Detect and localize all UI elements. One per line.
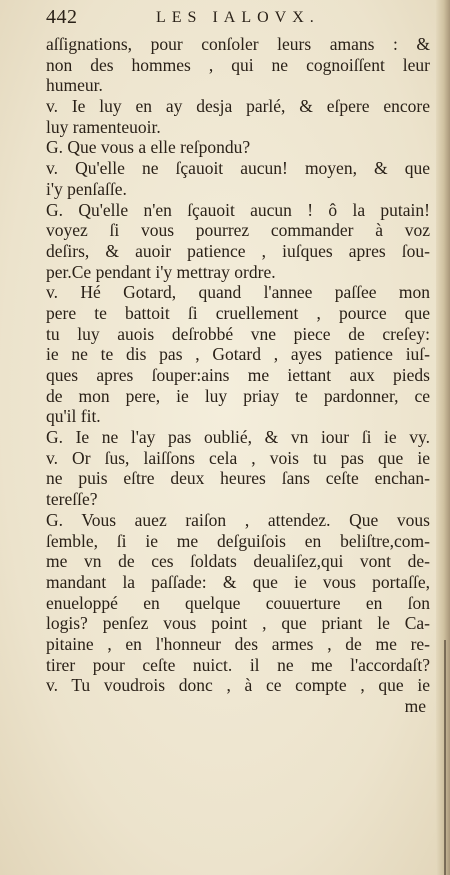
gutter-shadow-line [444,640,446,875]
text-line: aſſignations, pour conſoler leurs amans : & [46,34,430,54]
text-line: me vn de ces ſoldats deualiſez,qui vont de- [46,551,430,572]
text-line: v. Ie luy en ay desja parlé, & eſpere encore [46,96,430,117]
text-line: G. Que vous a elle reſpondu? [46,137,251,158]
text-line: ſemble, ſi ie me deſguiſois en beliſtre,com- [46,530,430,551]
text-line: v. Qu'elle ne ſçauoit aucun! moyen, & que [46,158,430,179]
text-line: non des hommes , qui ne cognoiſſent leur [46,54,430,75]
text-line: tereſſe? [46,489,98,510]
text-line: tirer pour ceſte nuict. il ne me l'accordaſt? [46,654,430,675]
text-line: G. Qu'elle n'en ſçauoit aucun ! ô la putain! [46,199,430,220]
text-line: ie ne te dis pas , Gotard , ayes patience iuſ- [46,344,430,365]
text-line: pere te battoit ſi cruellement , pource que [46,302,430,323]
text-line: logis? penſez vous point , que priant le Ca- [46,613,430,634]
text-line: tu luy auois deſrobbé vne piece de creſey: [46,323,430,344]
text-line: v. Tu voudrois donc , à ce compte , que ie [46,675,430,696]
text-line: v. Or ſus, laiſſons cela , vois tu pas que ie [46,447,430,468]
text-line: luy ramenteuoir. [46,116,161,137]
text-line: per.Ce pendant i'y mettray ordre. [46,261,276,282]
text-line: de mon pere, ie luy priay te pardonner, ce [46,385,430,406]
text-line: G. Ie ne l'ay pas oublié, & vn iour ſi ie vy. [46,427,430,448]
text-line: v. Hé Gotard, quand l'annee paſſee mon [46,282,430,303]
text-line: pitaine , en l'honneur des armes , de me re- [46,633,430,654]
text-line: me [404,696,426,716]
text-line: humeur. [46,75,103,96]
text-line: i'y penſaſſe. [46,178,127,199]
page-header [46,6,436,30]
running-head: LES IALOVX. [156,9,320,26]
text-line: ques apres ſouper:ains me iettant aux pieds [46,365,430,385]
body-text [46,34,430,717]
text-line: enueloppé en quelque couuerture en ſon [46,592,430,613]
text-line: ne puis eſtre deux heures ſans ceſte enchan- [46,468,430,489]
page-number: 442 [46,6,78,28]
page-gutter-edge [436,0,450,875]
text-line: voyez ſi vous pourrez commander à voz [46,220,430,241]
text-line: qu'il fit. [46,406,101,427]
text-line: G. Vous auez raiſon , attendez. Que vous [46,509,430,530]
text-line: deſirs, & auoir patience , iuſques apres ſou- [46,240,430,261]
text-line: mandant la paſſade: & que ie vous portaſſe, [46,571,430,592]
